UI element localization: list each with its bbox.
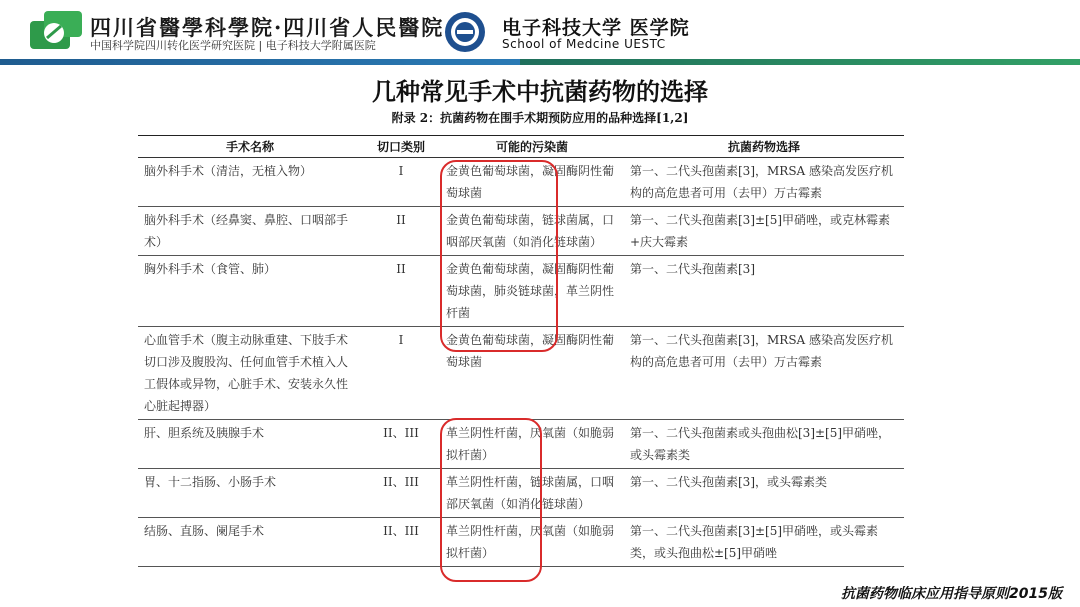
cell-bacteria: 金黄色葡萄球菌，链球菌属，口咽部厌氧菌（如消化链球菌）	[440, 207, 624, 256]
cell-incision: I	[362, 158, 440, 207]
header-bar-blue	[0, 59, 520, 65]
header-drug: 抗菌药物选择	[624, 136, 904, 158]
header-bacteria: 可能的污染菌	[440, 136, 624, 158]
cell-drug: 第一、二代头孢菌素[3]	[624, 256, 904, 327]
cell-bacteria: 金黄色葡萄球菌，凝固酶阴性葡萄球菌	[440, 158, 624, 207]
cell-bacteria: 金黄色葡萄球菌，凝固酶阴性葡萄球菌	[440, 327, 624, 420]
cell-incision: I	[362, 327, 440, 420]
table-header-row	[138, 136, 904, 158]
university-seal-icon	[444, 11, 486, 53]
cell-surgery: 脑外科手术（清洁，无植入物）	[138, 158, 362, 207]
highlight-circle-gram-positive	[440, 160, 558, 352]
cell-surgery: 胃、十二指肠、小肠手术	[138, 469, 362, 518]
cell-surgery: 脑外科手术（经鼻窦、鼻腔、口咽部手术）	[138, 207, 362, 256]
slide-header	[0, 0, 1080, 62]
cell-drug: 第一、二代头孢菌素[3]，或头霉素类	[624, 469, 904, 518]
institution-name: 四川省醫學科學院·四川省人民醫院	[90, 15, 445, 40]
cell-surgery: 胸外科手术（食管、肺）	[138, 256, 362, 327]
university-name: 电子科技大学 医学院	[502, 17, 690, 39]
cell-bacteria: 金黄色葡萄球菌，凝固酶阴性葡萄球菌，肺炎链球菌，革兰阴性杆菌	[440, 256, 624, 327]
cell-drug: 第一、二代头孢菌素[3]±[5]甲硝唑，或头霉素类，或头孢曲松±[5]甲硝唑	[624, 518, 904, 567]
cell-incision: II	[362, 256, 440, 327]
cell-drug: 第一、二代头孢菌素[3]，MRSA 感染高发医疗机构的高危患者可用（去甲）万古霉素	[624, 327, 904, 420]
header-surgery: 手术名称	[138, 136, 362, 158]
cell-surgery: 心血管手术（腹主动脉重建、下肢手术切口涉及腹股沟、任何血管手术植入人工假体或异物，心脏手术、安装永久性心脏起搏器）	[138, 327, 362, 420]
cell-drug: 第一、二代头孢菌素[3]±[5]甲硝唑，或克林霉素+庆大霉素	[624, 207, 904, 256]
cell-incision: II、III	[362, 420, 440, 469]
cell-bacteria: 革兰阴性杆菌，厌氧菌（如脆弱拟杆菌）	[440, 420, 624, 469]
cell-surgery: 结肠、直肠、阑尾手术	[138, 518, 362, 567]
cell-bacteria: 革兰阴性杆菌，厌氧菌（如脆弱拟杆菌）	[440, 518, 624, 567]
cell-incision: II、III	[362, 469, 440, 518]
cell-incision: II、III	[362, 518, 440, 567]
cell-bacteria: 革兰阴性杆菌，链球菌属，口咽部厌氧菌（如消化链球菌）	[440, 469, 624, 518]
cell-drug: 第一、二代头孢菌素或头孢曲松[3]±[5]甲硝唑，或头霉素类	[624, 420, 904, 469]
highlight-circle-gram-negative	[440, 418, 542, 582]
slide-title: 几种常见手术中抗菌药物的选择	[372, 78, 708, 106]
cell-incision: II	[362, 207, 440, 256]
hospital-logo-icon	[30, 11, 82, 51]
header-incision: 切口类别	[362, 136, 440, 158]
source-citation: 抗菌药物临床应用指导原则2015版	[841, 586, 1062, 602]
table-caption: 附录 2：抗菌药物在围手术期预防应用的品种选择[1,2]	[391, 111, 689, 125]
institution-subtitle: 中国科学院四川转化医学研究医院 | 电子科技大学附属医院	[90, 39, 376, 52]
header-bar-green	[520, 59, 1080, 65]
cell-surgery: 肝、胆系统及胰腺手术	[138, 420, 362, 469]
university-english-name: School of Medcine UESTC	[502, 37, 666, 51]
cell-drug: 第一、二代头孢菌素[3]，MRSA 感染高发医疗机构的高危患者可用（去甲）万古霉素	[624, 158, 904, 207]
